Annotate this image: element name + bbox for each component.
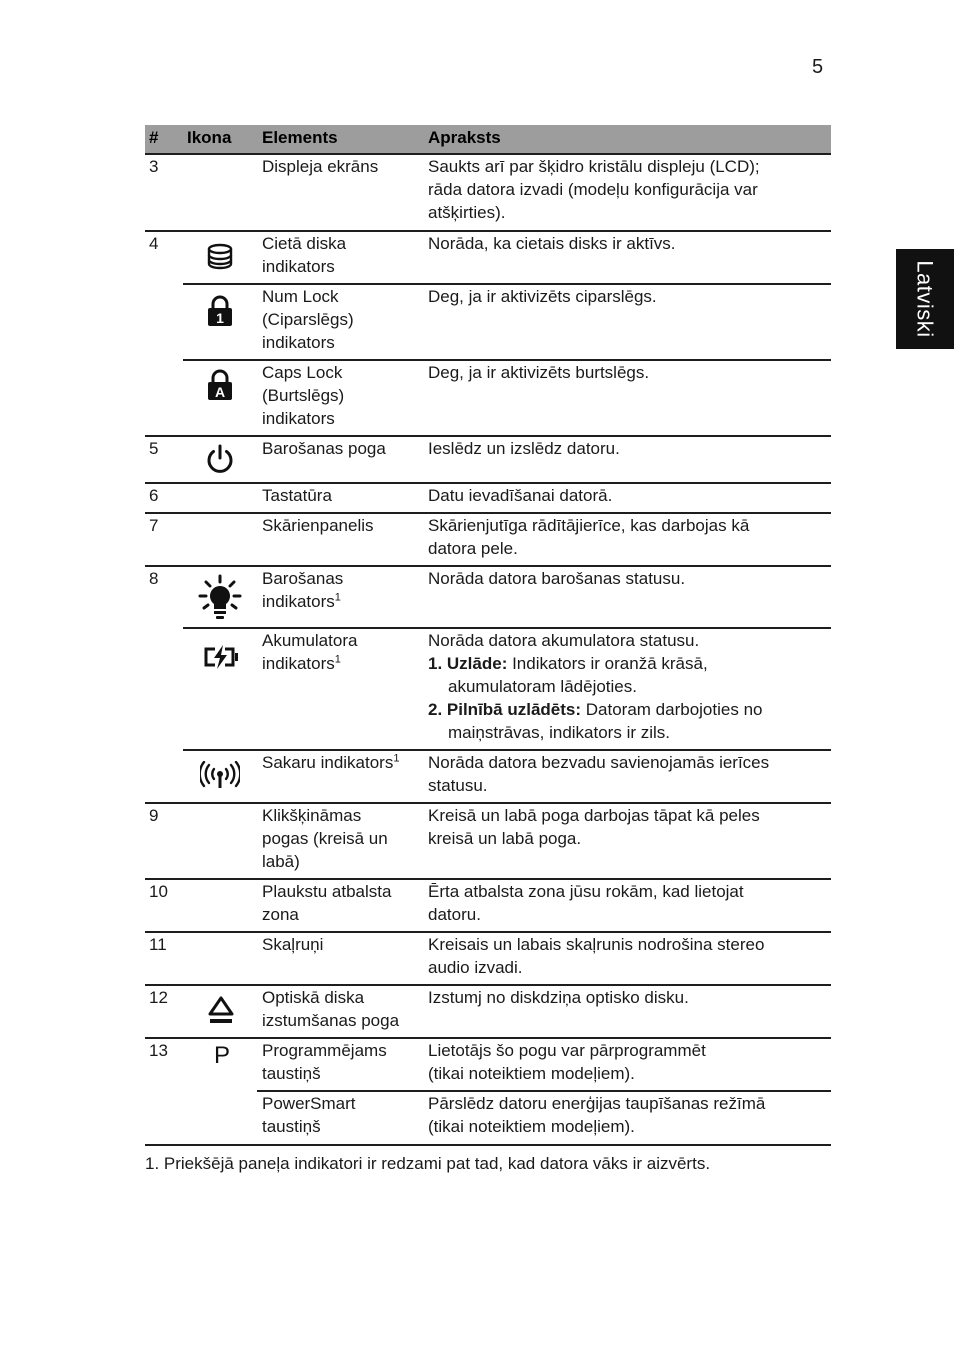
description-line: Norāda datora akumulatora statusu. xyxy=(428,631,700,650)
description-line: atšķirties). xyxy=(428,203,506,222)
element-name xyxy=(262,804,388,873)
element-name xyxy=(262,751,399,774)
element-name-line: indikators xyxy=(262,333,335,352)
header-num: # xyxy=(149,128,159,147)
p-key-icon xyxy=(212,1042,232,1066)
row-number: 4 xyxy=(149,234,159,253)
row-number: 5 xyxy=(149,439,159,458)
description xyxy=(428,933,764,979)
row-number: 7 xyxy=(149,516,159,535)
element-name-line: pogas (kreisā un xyxy=(262,829,388,848)
element-name-line: taustiņš xyxy=(262,1064,321,1083)
row-number: 3 xyxy=(149,157,159,176)
description-line: datora pele. xyxy=(428,539,518,558)
description-line: Norāda, ka cietais disks ir aktīvs. xyxy=(428,234,676,253)
wireless-indicator-icon xyxy=(200,761,240,789)
row-number: 9 xyxy=(149,806,159,825)
element-name xyxy=(262,155,378,178)
description xyxy=(428,804,760,850)
description-line: rāda datora izvadi (modeļu konfigurācija var xyxy=(428,180,758,199)
element-name xyxy=(262,933,323,956)
element-name xyxy=(262,437,386,460)
element-name-line: Barošanas xyxy=(262,569,344,588)
eject-icon xyxy=(208,995,234,1027)
description-line: Deg, ja ir aktivizēts ciparslēgs. xyxy=(428,287,657,306)
element-name xyxy=(262,986,399,1032)
description-line: (tikai noteiktiem modeļiem). xyxy=(428,1064,635,1083)
description-line: Norāda datora bezvadu savienojamās ierīces xyxy=(428,753,770,772)
element-name xyxy=(262,484,332,507)
element-name xyxy=(262,361,344,430)
language-tab xyxy=(896,249,954,349)
element-name-line: zona xyxy=(262,905,299,924)
element-name-line: Tastatūra xyxy=(262,486,332,505)
description-line: Datu ievadīšanai datorā. xyxy=(428,486,613,505)
row-number: 11 xyxy=(149,935,167,954)
description xyxy=(428,514,749,560)
description xyxy=(428,484,612,507)
p-key-glyph: P xyxy=(213,1042,231,1066)
element-name-line: izstumšanas poga xyxy=(262,1011,400,1030)
row-number: 13 xyxy=(149,1041,168,1060)
footnote-marker: 1 xyxy=(393,752,400,765)
element-name-line: (Ciparslēgs) xyxy=(262,310,354,329)
description-line: Ieslēdz un izslēdz datoru. xyxy=(428,439,620,458)
description-list-item: 2. Pilnībā uzlādēts: Datoram darbojoties no maiņstrāvas, indikators ir zils. xyxy=(428,700,763,742)
description xyxy=(428,155,760,224)
footnote-marker: 1 xyxy=(334,591,341,604)
header-icon: Ikona xyxy=(187,128,232,147)
description-line: statusu. xyxy=(428,776,488,795)
description-line: Skārienjutīga rādītājierīce, kas darbojas kā xyxy=(428,516,750,535)
description xyxy=(428,285,657,308)
description-line: Ērta atbalsta zona jūsu rokām, kad lietojat xyxy=(428,882,744,901)
element-name-line: taustiņš xyxy=(262,1117,321,1136)
description-line: audio izvadi. xyxy=(428,958,523,977)
description xyxy=(428,1039,706,1085)
table-header xyxy=(145,125,831,153)
element-name-line: (Burtslēgs) xyxy=(262,386,345,405)
description-line: Saukts arī par šķidro kristālu displeju (LCD); xyxy=(428,157,760,176)
list-item-label: 1. Uzlāde: xyxy=(428,654,508,673)
header-description: Apraksts xyxy=(428,128,501,147)
description xyxy=(428,437,620,460)
element-name-line: Plaukstu atbalsta xyxy=(262,882,392,901)
element-name-line: Caps Lock xyxy=(262,363,343,382)
element-name-line: Optiskā diska xyxy=(262,988,365,1007)
description xyxy=(428,986,689,1009)
element-name-line: labā) xyxy=(262,852,300,871)
description-line: Kreisais un labais skaļrunis nodrošina stereo xyxy=(428,935,765,954)
description-line: Deg, ja ir aktivizēts burtslēgs. xyxy=(428,363,650,382)
num-lock-icon xyxy=(206,295,234,327)
description xyxy=(428,361,649,384)
element-name xyxy=(262,1092,356,1138)
element-name xyxy=(262,567,343,613)
row-number: 8 xyxy=(149,569,159,588)
element-name-line: Skārienpanelis xyxy=(262,516,374,535)
element-name-line: Cietā diska xyxy=(262,234,347,253)
language-tab-label: Latviski xyxy=(913,260,939,338)
row-number: 12 xyxy=(149,988,168,1007)
row-number: 10 xyxy=(149,882,168,901)
power-button-icon xyxy=(204,443,236,475)
description-line: datoru. xyxy=(428,905,481,924)
element-name-line: Sakaru indikators$^1$ xyxy=(262,752,400,772)
element-name-line: indikators xyxy=(262,257,335,276)
element-name-line: PowerSmart xyxy=(262,1094,356,1113)
description-line: Lietotājs šo pogu var pārprogrammēt xyxy=(428,1041,706,1060)
svg-text:A: A xyxy=(214,384,226,400)
table-bottom-border xyxy=(145,1144,831,1146)
element-name-line: Akumulatora xyxy=(262,631,358,650)
description xyxy=(428,751,769,797)
footnote: 1. Priekšējā paneļa indikatori ir redzami pat tad, kad datora vāks ir aizvērts. xyxy=(145,1154,711,1173)
element-name-line: Barošanas poga xyxy=(262,439,386,458)
description-list-item: 1. Uzlāde: Indikators ir oranžā krāsā, akumulatoram lādējoties. xyxy=(428,654,708,696)
element-name-line: Displeja ekrāns xyxy=(262,157,379,176)
description-line: Norāda datora barošanas statusu. xyxy=(428,569,686,588)
description xyxy=(428,567,685,590)
element-name xyxy=(262,629,357,675)
description-line: Pārslēdz datoru enerģijas taupīšanas režīmā xyxy=(428,1094,766,1113)
header-element: Elements xyxy=(262,128,338,147)
description-line: Kreisā un labā poga darbojas tāpat kā peles xyxy=(428,806,760,825)
element-name xyxy=(262,880,391,926)
svg-text:1: 1 xyxy=(216,310,224,326)
page-number: 5 xyxy=(812,56,824,78)
row-number: 6 xyxy=(149,486,159,505)
element-name xyxy=(262,514,374,537)
element-name xyxy=(262,232,346,278)
description-line: (tikai noteiktiem modeļiem). xyxy=(428,1117,635,1136)
element-name-line: Klikšķināmas xyxy=(262,806,362,825)
description xyxy=(428,232,676,255)
element-name-line: Programmējams xyxy=(262,1041,387,1060)
footnote-marker: 1 xyxy=(334,653,341,666)
description-line: Izstumj no diskdziņa optisko disku. xyxy=(428,988,689,1007)
element-name-line: indikators$^1$ xyxy=(262,591,341,611)
caps-lock-icon xyxy=(206,369,234,401)
battery-indicator-icon xyxy=(202,643,240,671)
element-name-line: Skaļruņi xyxy=(262,935,324,954)
description xyxy=(428,629,762,744)
description xyxy=(428,880,744,926)
element-name xyxy=(262,285,354,354)
element-name-line: indikators xyxy=(262,409,335,428)
description xyxy=(428,1092,765,1138)
hdd-indicator-icon xyxy=(206,243,234,273)
power-indicator-icon xyxy=(198,574,242,622)
list-item-label: 2. Pilnībā uzlādēts: xyxy=(428,700,582,719)
element-name-line: Num Lock xyxy=(262,287,339,306)
description-line: kreisā un labā poga. xyxy=(428,829,582,848)
element-name xyxy=(262,1039,387,1085)
element-name-line: indikators$^1$ xyxy=(262,653,341,673)
